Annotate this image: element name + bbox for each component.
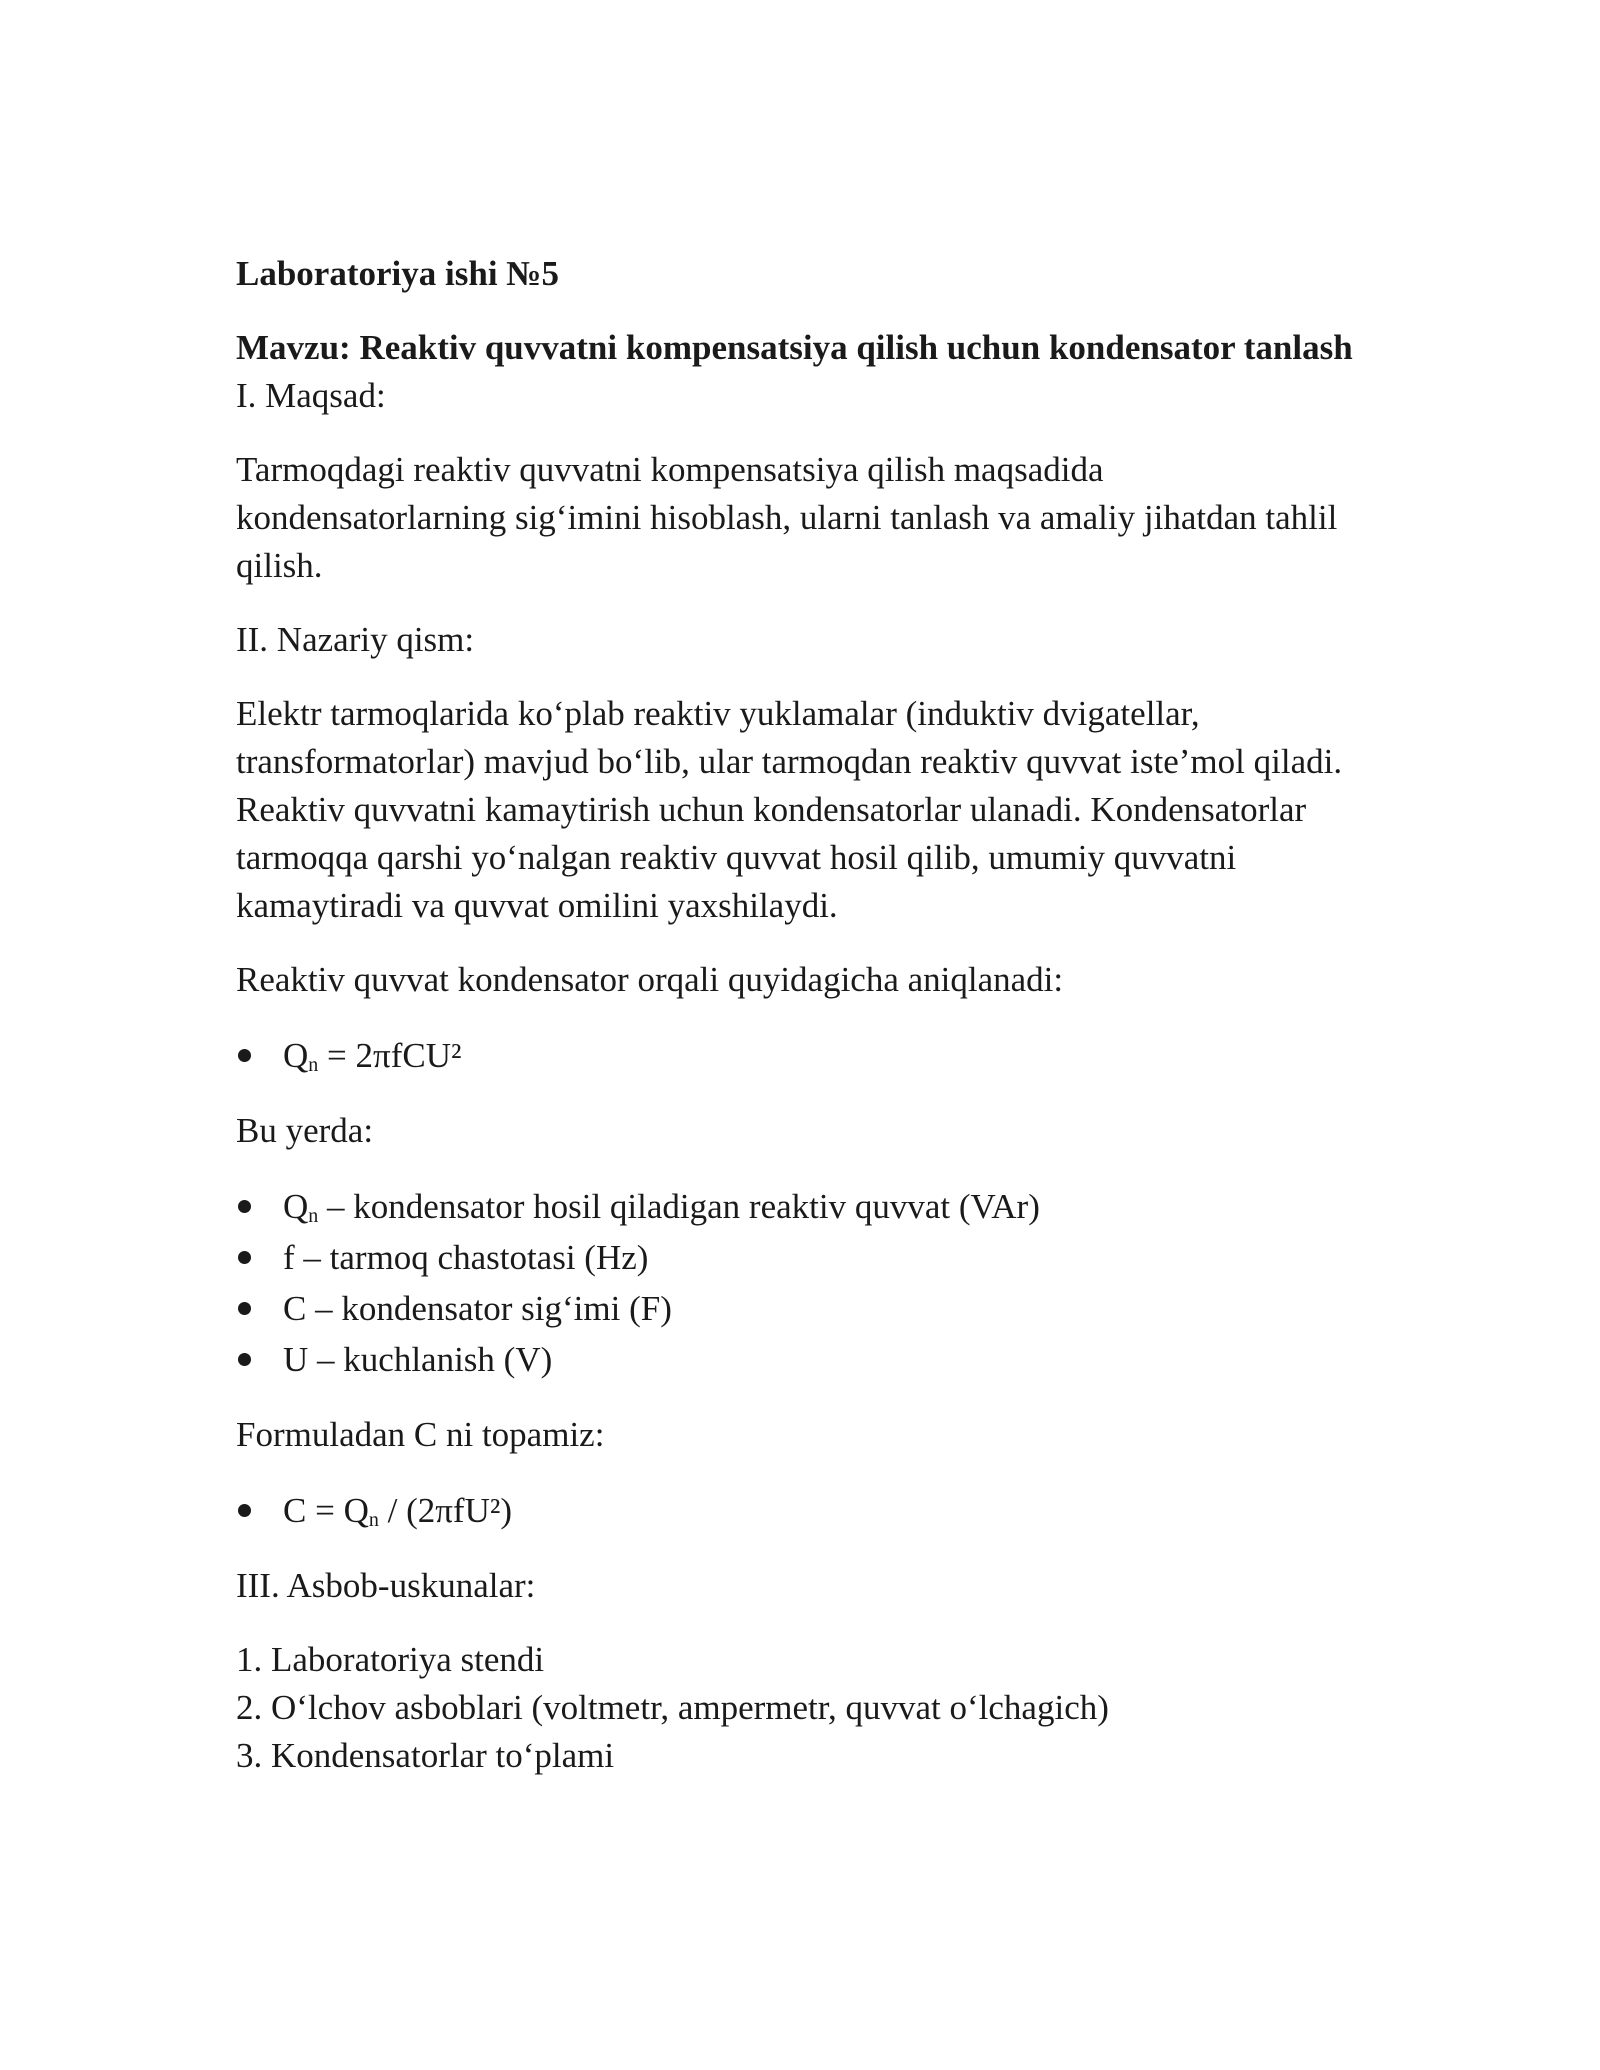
section-heading-theory: II. Nazariy qism: (236, 620, 475, 659)
bullet-icon (238, 1251, 251, 1264)
definition-subscript: n (308, 1205, 319, 1227)
formula2-item (236, 1485, 1366, 1536)
document-page (236, 250, 1366, 1780)
definition-text: – kondensator hosil qiladigan reaktiv quvvat (VAr) (318, 1187, 1040, 1226)
bullet-icon (238, 1302, 251, 1315)
definition-text: – kondensator sig‘imi (F) (306, 1289, 672, 1328)
formula-item (236, 1030, 1366, 1081)
definition-text: – kuchlanish (V) (308, 1340, 553, 1379)
definition-symbol: U (283, 1340, 309, 1379)
definition-text: – tarmoq chastotasi (Hz) (294, 1238, 649, 1277)
section-heading-goal: I. Maqsad: (236, 376, 386, 415)
equipment-list (236, 1636, 1366, 1780)
formula-list (236, 1030, 1366, 1081)
equipment-item: 1. Laboratoriya stendi (236, 1640, 545, 1679)
goal-paragraph: Tarmoqdagi reaktiv quvvatni kompensatsiya qilish maqsadida kondensatorlarning sig‘imini hisoblash, ularni tanlash va amaliy jihatdan tahlil qilish. (236, 450, 1338, 585)
solve-intro: Formuladan C ni topamiz: (236, 1415, 605, 1454)
formula2-rhs: / (2πfU²) (378, 1491, 512, 1530)
formula-q-subscript: n (308, 1054, 319, 1076)
equipment-item: 2. O‘lchov asboblari (voltmetr, ampermetr, quvvat o‘lchagich) (236, 1688, 1109, 1727)
bullet-icon (238, 1200, 251, 1213)
definition-item (236, 1232, 1366, 1283)
bullet-icon (238, 1353, 251, 1366)
definition-item (236, 1181, 1366, 1232)
theory-paragraph: Elektr tarmoqlarida ko‘plab reaktiv yuklamalar (induktiv dvigatellar, transformatorlar) mavjud bo‘lib, ular tarmoqdan reaktiv quvvat iste’mol qiladi. Reaktiv quvvatni kamaytirish uchun kondensatorlar ulanadi. Kondensatorlar tarmoqqa qarshi yo‘nalgan reaktiv quvvat hosil qilib, umumiy quvvatni kamaytiradi va quvvat omilini yaxshilaydi. (236, 694, 1343, 925)
bullet-icon (238, 1049, 251, 1062)
formula-intro: Reaktiv quvvat kondensator orqali quyidagicha aniqlanadi: (236, 960, 1064, 999)
definition-item (236, 1283, 1366, 1334)
where-label: Bu yerda: (236, 1111, 374, 1150)
formula2-subscript: n (368, 1509, 379, 1531)
document-title: Laboratoriya ishi №5 (236, 254, 559, 293)
formula-rhs: = 2πfCU² (318, 1036, 462, 1075)
definition-symbol: f (283, 1238, 295, 1277)
definition-symbol: C (283, 1289, 307, 1328)
formula-q-symbol: Q (283, 1036, 309, 1075)
formula2-lhs: C = Q (283, 1491, 369, 1530)
bullet-icon (238, 1504, 251, 1517)
formula2-list (236, 1485, 1366, 1536)
definition-symbol: Q (283, 1187, 309, 1226)
topic-heading: Mavzu: Reaktiv quvvatni kompensatsiya qilish uchun kondensator tanlash (236, 328, 1353, 367)
section-heading-equipment: III. Asbob-uskunalar: (236, 1566, 536, 1605)
definitions-list (236, 1181, 1366, 1385)
equipment-item: 3. Kondensatorlar to‘plami (236, 1736, 615, 1775)
definition-item (236, 1334, 1366, 1385)
